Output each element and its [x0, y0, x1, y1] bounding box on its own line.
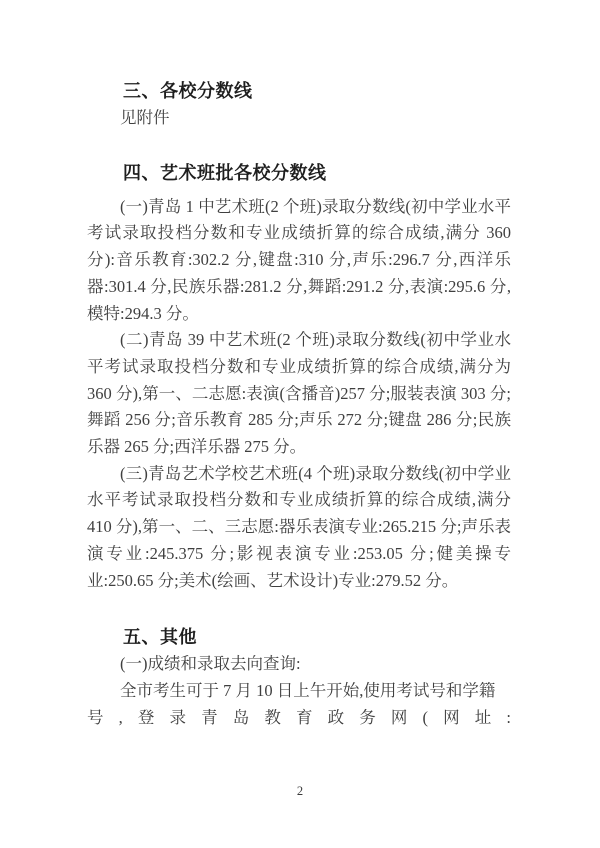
section-four-heading: 四、艺术班批各校分数线 [123, 162, 327, 183]
section-five-heading: 五、其他 [123, 627, 197, 648]
query-subheading: (一)成绩和录取去向查询: [120, 654, 301, 674]
document-content [87, 78, 511, 731]
attachment-note: 见附件 [120, 108, 170, 127]
paragraph-art-school-scores: (三)青岛艺术学校艺术班(4 个班)录取分数线(初中学业水平考试录取投档分数和专业成绩折算的综合成绩,满分 410 分),第一、二、三志愿:器乐表演专业:265.215 分;声乐表演专业:245.375 分;影视表演专业:253.05 分;健美操专业:250.65 分;美术(绘画、艺术设计)专业:279.52 分。 [87, 463, 511, 590]
query-text-line-1: 全市考生可于 7 月 10 日上午开始,使用考试号和学籍 [120, 680, 496, 700]
page-number: 2 [296, 784, 304, 798]
query-text-line-2: 号,登录青岛教育政务网(网址: [87, 707, 511, 727]
section-three-heading: 三、各校分数线 [123, 81, 253, 101]
paragraph-qingdao-no1-scores: (一)青岛 1 中艺术班(2 个班)录取分数线(初中学业水平考试录取投档分数和专业成绩折算的综合成绩,满分 360 分):音乐教育:302.2 分,键盘:310 分,声乐:296.7 分,西洋乐器:301.4 分,民族乐器:281.2 分,舞蹈:291.2 分,表演:295.6 分,模特:294.3 分。 [87, 196, 511, 323]
paragraph-qingdao-no39-scores: (二)青岛 39 中艺术班(2 个班)录取分数线(初中学业水平考试录取投档分数和专业成绩折算的综合成绩,满分为 360 分),第一、二志愿:表演(含播音)257 分;服装表演 303 分;舞蹈 256 分;音乐教育 285 分;声乐 272 分;键盘 286 分;民族乐器 265 分;西洋乐器 275 分。 [87, 330, 511, 457]
